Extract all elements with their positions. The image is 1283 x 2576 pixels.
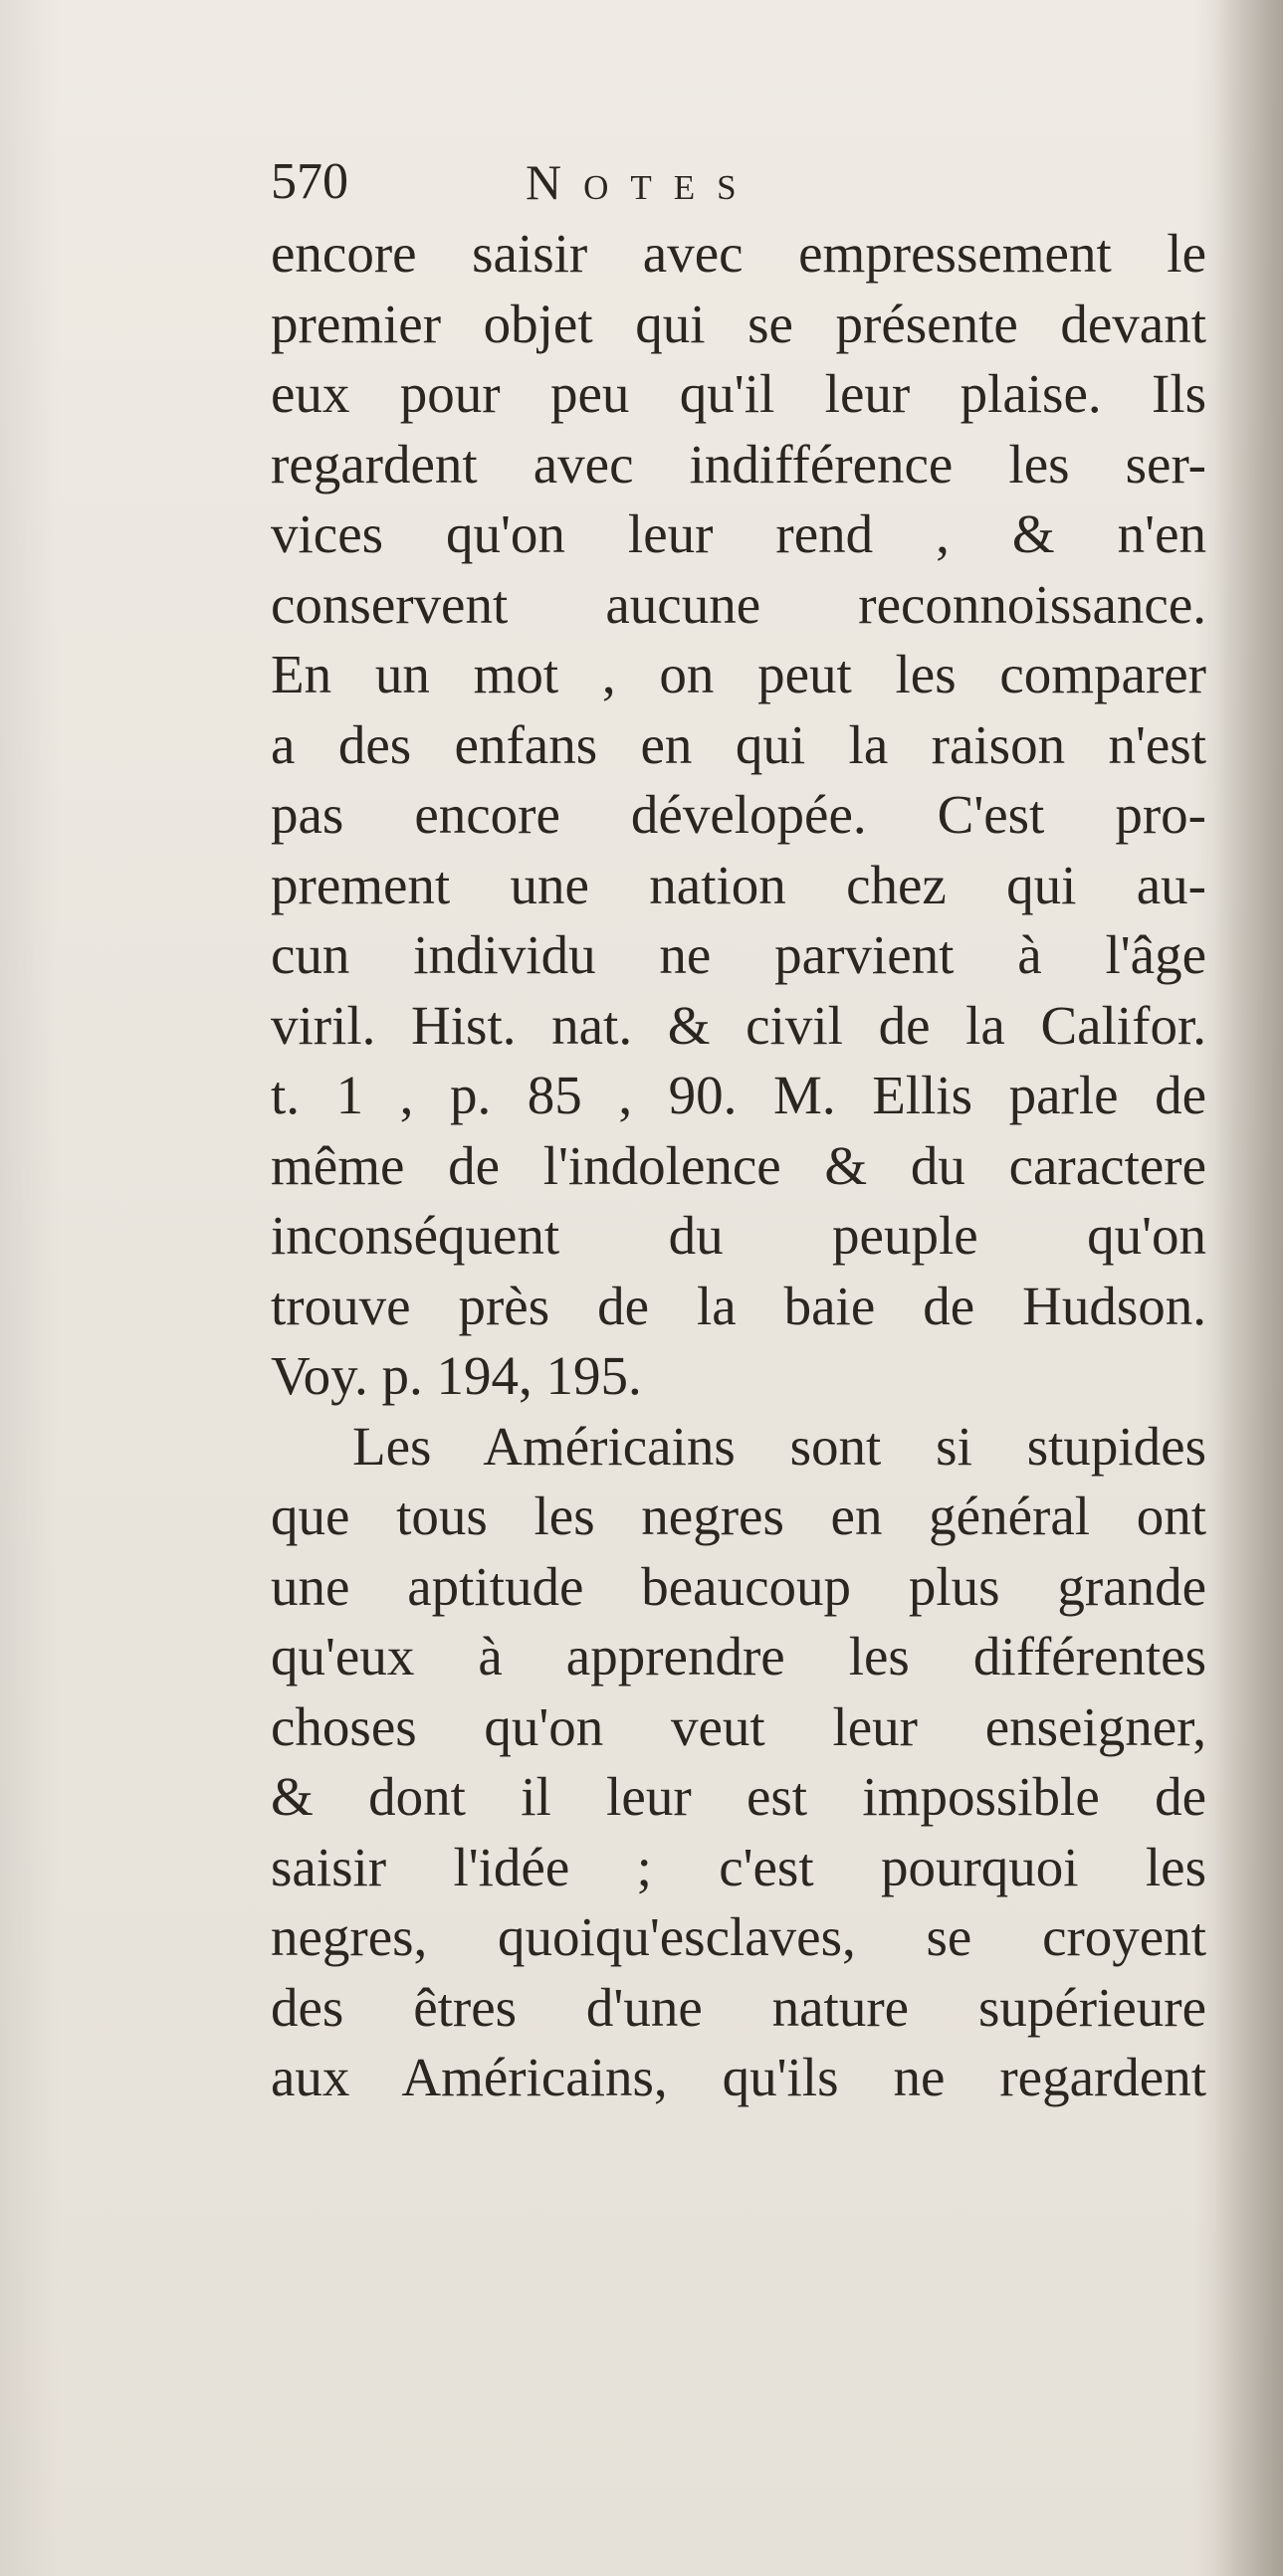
page-header <box>271 139 1206 211</box>
text-line: & dont il leur est impossible de <box>271 1766 1206 1827</box>
page-edge-shadow <box>1213 0 1283 2576</box>
text-line: Voy. p. 194, 195. <box>271 1345 642 1406</box>
text-line: viril. Hist. nat. & civil de la Califor. <box>271 994 1206 1056</box>
text-line: regardent avec indifférence les ser- <box>271 433 1206 495</box>
text-line: même de l'indolence & du caractere <box>271 1134 1206 1196</box>
text-line: a des enfans en qui la raison n'est <box>271 713 1206 775</box>
text-line: aux Américains, qu'ils ne regardent <box>271 2047 1206 2107</box>
text-line: saisir l'idée ; c'est pourquoi les <box>271 1836 1206 1897</box>
text-line: trouve près de la baie de Hudson. <box>271 1275 1206 1336</box>
page-number: 570 <box>271 153 348 210</box>
text-line: qu'eux à apprendre les différentes <box>271 1626 1206 1686</box>
text-line: vices qu'on leur rend , & n'en <box>271 503 1206 564</box>
text-line: une aptitude beaucoup plus grande <box>271 1555 1206 1617</box>
text-line: t. 1 , p. 85 , 90. M. Ellis parle de <box>271 1065 1206 1125</box>
text-line: prement une nation chez qui au- <box>271 854 1206 915</box>
text-line: cun individu ne parvient à l'âge <box>271 924 1206 985</box>
text-line: inconséquent du peuple qu'on <box>271 1205 1206 1266</box>
text-line: encore saisir avec empressement le <box>271 223 1206 284</box>
text-line: premier objet qui se présente devant <box>271 293 1206 354</box>
text-line: pas encore dévelopée. C'est pro- <box>271 784 1206 845</box>
text-line: negres, quoiqu'esclaves, se croyent <box>271 1906 1206 1967</box>
text-line: Les Américains sont si stupides <box>352 1415 1206 1477</box>
text-line: des êtres d'une nature supérieure <box>271 1976 1206 2038</box>
text-line: conservent aucune reconnoissance. <box>271 573 1206 635</box>
text-line: En un mot , on peut les comparer <box>271 644 1206 704</box>
text-line: eux pour peu qu'il leur plaise. Ils <box>271 363 1206 424</box>
text-line: choses qu'on veut leur enseigner, <box>271 1695 1206 1757</box>
text-block <box>271 139 1206 2113</box>
running-head: Notes <box>526 154 758 210</box>
text-line: que tous les negres en général ont <box>271 1486 1206 1546</box>
